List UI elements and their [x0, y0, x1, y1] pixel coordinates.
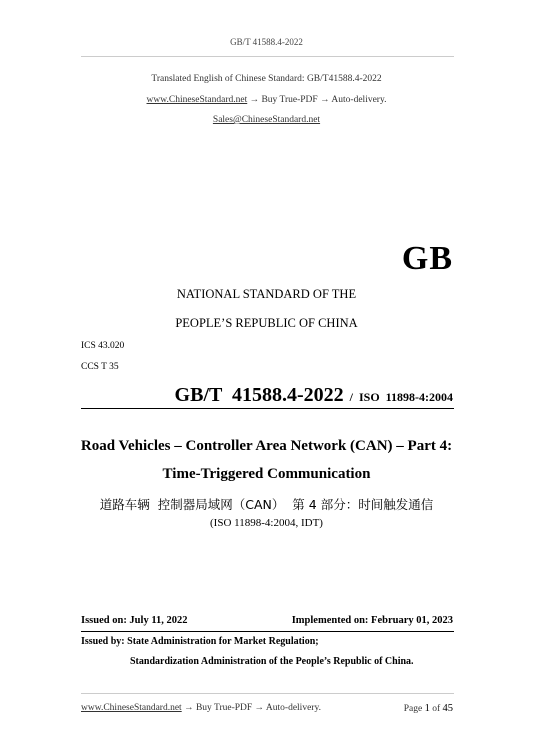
issuer-line-2: Standardization Administration of the People’s Republic of China. [130, 656, 414, 667]
page-of: of [432, 704, 441, 714]
page-number [404, 703, 453, 714]
footer-site-tail: → Buy True-PDF → Auto-delivery. [181, 703, 321, 713]
title-divider [81, 408, 454, 409]
implemented-on-date: Implemented on: February 01, 2023 [291, 615, 453, 626]
ics-code: ICS 43.020 [81, 341, 125, 351]
page-total: 45 [442, 703, 453, 714]
email-line [0, 115, 533, 125]
footer-divider [81, 693, 454, 694]
title-english-line-2: Time-Triggered Communication [162, 466, 371, 482]
running-header: GB/T 41588.4-2022 [230, 37, 303, 47]
title-chinese: 道路车辆 控制器局域网（CAN） 第 4 部分：时间触发通信 [99, 497, 434, 512]
issuer-line-1: Issued by: State Administration for Market Regulation; [81, 636, 319, 647]
authority-line-2: PEOPLE’S REPUBLIC OF CHINA [175, 316, 358, 330]
standard-number [175, 384, 453, 407]
page-label: Page [403, 704, 423, 714]
site-link-tail: → Buy True-PDF → Auto-delivery. [247, 95, 387, 105]
dates-divider [81, 631, 454, 632]
email-link[interactable]: Sales@ChineseStandard.net [212, 115, 321, 125]
ccs-code: CCS T 35 [81, 362, 119, 372]
authority-line-1: NATIONAL STANDARD OF THE [176, 287, 357, 301]
footer-links [81, 703, 321, 713]
footer-site-link[interactable]: www.ChineseStandard.net [81, 703, 182, 713]
gb-standard-number: GB/T 41588.4-2022 [174, 384, 344, 406]
issued-on-date: Issued on: July 11, 2022 [81, 615, 188, 626]
source-links [0, 95, 533, 105]
standard-separator: / [343, 390, 359, 404]
site-link[interactable]: www.ChineseStandard.net [146, 95, 248, 105]
iso-standard-number: ISO 11898-4:2004 [358, 390, 453, 404]
adoption-note: (ISO 11898-4:2004, IDT) [210, 517, 323, 529]
title-english-line-1: Road Vehicles – Controller Area Network (CAN) – Part 4: [80, 438, 453, 454]
page-current: 1 [424, 703, 430, 714]
gb-logo: GB [401, 240, 453, 277]
translation-note: Translated English of Chinese Standard: GB/T41588.4-2022 [151, 74, 382, 84]
header-divider [81, 56, 454, 57]
